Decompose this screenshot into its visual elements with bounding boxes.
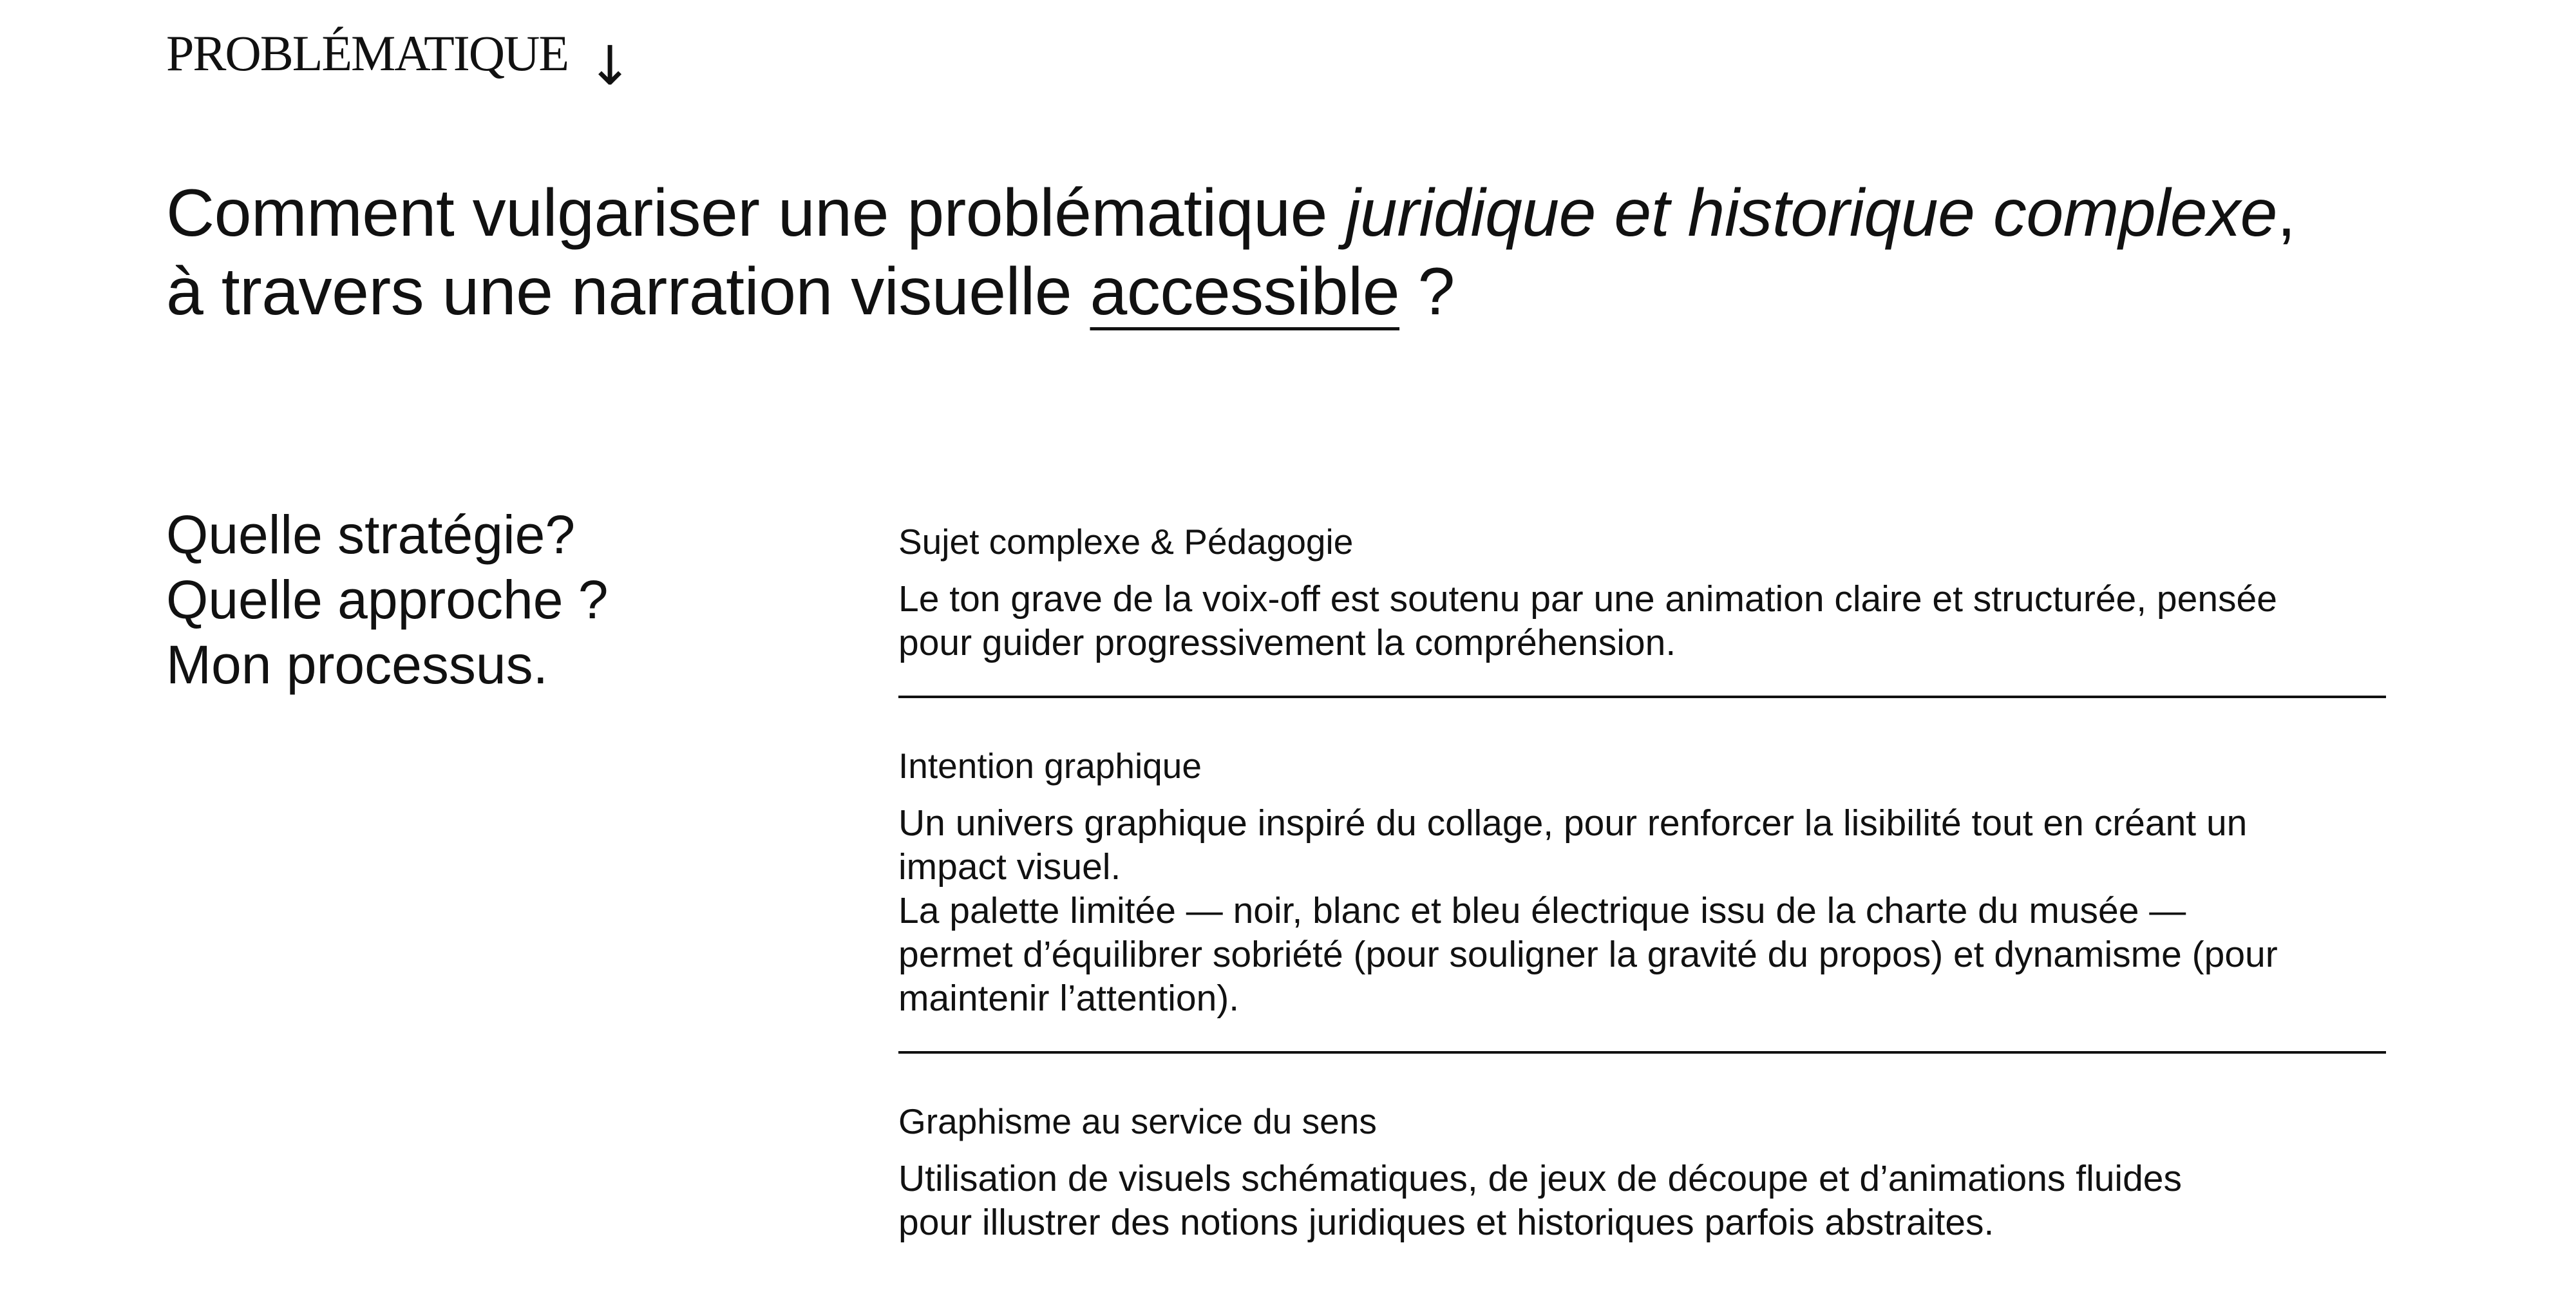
main-question bbox=[166, 174, 2420, 331]
block-text-line: pour illustrer des notions juridiques et historiques parfois abstraites. bbox=[898, 1202, 1994, 1243]
strategy-questions bbox=[166, 502, 810, 698]
strategy-line: Mon processus. bbox=[166, 634, 548, 695]
block-graphisme-sens bbox=[898, 1051, 2386, 1275]
block-text-line: Le ton grave de la voix-off est soutenu par une animation claire et structurée, pensée bbox=[898, 578, 2277, 620]
block-label: Sujet complexe & Pédagogie bbox=[898, 522, 1354, 562]
question-line-1 bbox=[166, 174, 2420, 252]
block-text bbox=[898, 1157, 2386, 1244]
strategy-line: Quelle approche ? bbox=[166, 569, 609, 630]
block-text-line: Un univers graphique inspiré du collage, pour renforcer la lisibilité tout en créant un bbox=[898, 802, 2248, 844]
question-punctuation: ? bbox=[1399, 254, 1455, 329]
block-label: Graphisme au service du sens bbox=[898, 1101, 1377, 1141]
block-text-line: La palette limitée — noir, blanc et bleu électrique issu de la charte du musée — bbox=[898, 890, 2186, 931]
block-text-line: Utilisation de visuels schématiques, de jeux de découpe et d’animations fluides bbox=[898, 1158, 2182, 1199]
block-intention-graphique bbox=[898, 696, 2386, 1051]
content-blocks bbox=[898, 519, 2386, 1275]
question-text: à travers une narration visuelle bbox=[166, 254, 1090, 329]
block-text bbox=[898, 577, 2386, 665]
block-label: Intention graphique bbox=[898, 746, 1202, 786]
question-underlined-word: accessible bbox=[1090, 254, 1400, 329]
block-sujet-complexe bbox=[898, 519, 2386, 696]
block-text-line: pour guider progressivement la compréhension. bbox=[898, 622, 1676, 663]
block-text-line: maintenir l’attention). bbox=[898, 978, 1240, 1019]
block-text bbox=[898, 801, 2386, 1020]
strategy-line: Quelle stratégie? bbox=[166, 504, 576, 565]
section-title bbox=[166, 24, 632, 97]
question-emphasis: juridique et historique complexe bbox=[1345, 176, 2277, 251]
section-title-text: PROBLÉMATIQUE bbox=[166, 25, 569, 81]
block-text-line: impact visuel. bbox=[898, 846, 1121, 888]
question-punctuation: , bbox=[2277, 176, 2296, 251]
question-line-2 bbox=[166, 252, 2420, 331]
block-text-line: permet d’équilibrer sobriété (pour souligner la gravité du propos) et dynamisme (pour bbox=[898, 934, 2278, 975]
question-text: Comment vulgariser une problématique bbox=[166, 176, 1346, 251]
arrow-down-icon: ↓ bbox=[587, 34, 632, 97]
